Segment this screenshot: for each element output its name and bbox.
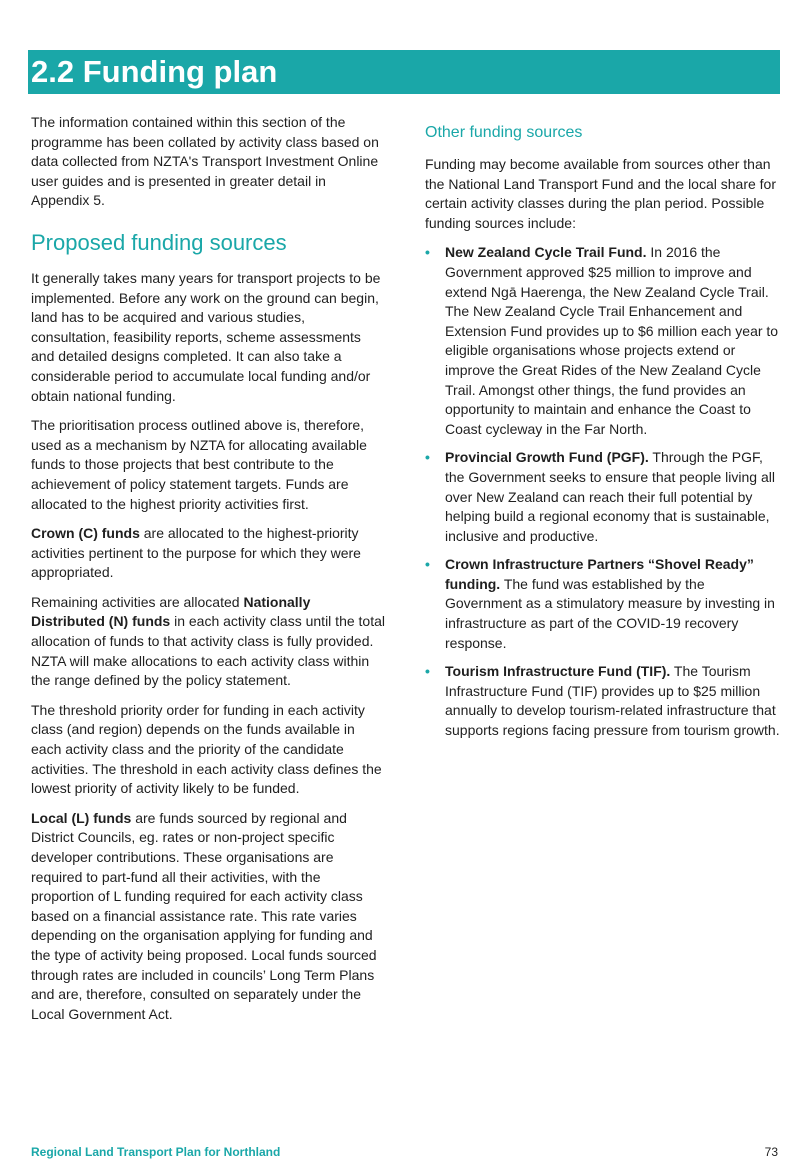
paragraph-2: The prioritisation process outlined above is, therefore, used as a mechanism by NZTA for allocating available funds to those projects that best contribute to the achievement of policy statement targets. Funds are allocated to the highest priority activities first. [31, 417, 367, 512]
page-number: 73 [764, 1145, 778, 1159]
national-funds-text: in each activity class until the total allocation of funds to that activity class is fully provided. NZTA will make allocations to each activity class within the range defined by the policy statement. [31, 613, 385, 689]
bullet-icon: • [425, 244, 430, 261]
paragraph-1: It generally takes many years for transport projects to be implemented. Before any work on the ground can begin, land has to be acquired and various studies, consultation, feasibility reports, scheme assessments and detailed designs completed. It can also take a considerable period to accumulate local funding and/or obtain national funding. [31, 269, 381, 404]
list-item [425, 662, 785, 740]
paragraph-threshold: The threshold priority order for funding in each activity class (and region) depends on the funds available in each activity class and the priority of the candidate activities. The threshold in each activity class defines the lowest priority of activity likely to be funded. [31, 701, 382, 797]
bullet-icon: • [425, 556, 430, 573]
list-item-title: Provincial Growth Fund (PGF). [445, 449, 649, 466]
section-title: 2.2 Funding plan [31, 54, 278, 89]
list-item-text: In 2016 the Government approved $25 million to improve and extend Ngā Haerenga, the New Zealand Cycle Trail. The New Zealand Cycle Trail Enhancement and Extension Fund provides up to $6 million each year to eligible organisations whose projects extend or improve the Great Rides of the New Zealand Cycle Trail. Amongst other things, the fund provides an opportunity to maintain and enhance the Coast to Coast cycleway in the Far North. [445, 244, 779, 437]
list-item-text: The Tourism Infrastructure Fund (TIF) provides up to $25 million annually to develop tourism-related infrastructure that supports regions facing pressure from tourism growth. [445, 663, 780, 739]
crown-funds-term: Crown (C) funds [31, 525, 140, 542]
right-column [425, 113, 785, 750]
paragraph-local-funds [31, 809, 386, 1025]
list-item [425, 555, 785, 653]
paragraph-national-funds [31, 593, 386, 691]
other-funding-intro: Funding may become available from sources other than the National Land Transport Fund and the local share for certain activity classes during the plan period. Possible funding sources include: [425, 156, 776, 231]
list-item-title: Crown Infrastructure Partners “Shovel Ready” funding. [445, 556, 754, 592]
list-item [425, 243, 785, 439]
footer-document-title: Regional Land Transport Plan for Northland [31, 1145, 281, 1159]
funding-sources-list [425, 243, 785, 740]
local-funds-term: Local (L) funds [31, 809, 132, 826]
list-item-title: Tourism Infrastructure Fund (TIF). [445, 663, 671, 680]
section-title-banner [28, 50, 780, 94]
list-item [425, 448, 785, 546]
list-item-title: New Zealand Cycle Trail Fund. [445, 244, 647, 261]
proposed-funding-heading: Proposed funding sources [31, 229, 287, 255]
national-funds-pre: Remaining activities are allocated [31, 593, 244, 610]
bullet-icon: • [425, 449, 430, 466]
national-funds-term: Nationally Distributed (N) funds [31, 593, 311, 630]
intro-paragraph: The information contained within this section of the programme has been collated by activity class based on data collected from NZTA's Transport Investment Online user guides and is presented in greater detail in Appendix 5. [31, 114, 379, 209]
crown-funds-text: are allocated to the highest-priority activities pertinent to the purpose for which they were appropriated. [31, 525, 361, 581]
list-item-text: Through the PGF, the Government seeks to ensure that people living all over New Zealand can reach their full potential by helping build a regional economy that is sustainable, inclusive and productive. [445, 449, 775, 544]
paragraph-crown-funds [31, 524, 386, 583]
bullet-icon: • [425, 663, 430, 680]
local-funds-text: are funds sourced by regional and District Councils, eg. rates or non-project specific developer contributions. These organisations are required to part-fund all their activities, with the proportion of L funding required for each activity class based on a financial assistance rate. This rate varies depending on the organisation applying for funding and the type of activity being proposed. Local funds sourced through rates are included in councils’ Long Term Plans and are, therefore, consulted on separately under the Local Government Act. [31, 809, 377, 1022]
list-item-text: The fund was established by the Government as a stimulatory measure by investing in infrastructure as part of the COVID-19 recovery response. [445, 575, 775, 651]
other-funding-heading: Other funding sources [425, 124, 583, 141]
left-column [31, 113, 386, 1034]
